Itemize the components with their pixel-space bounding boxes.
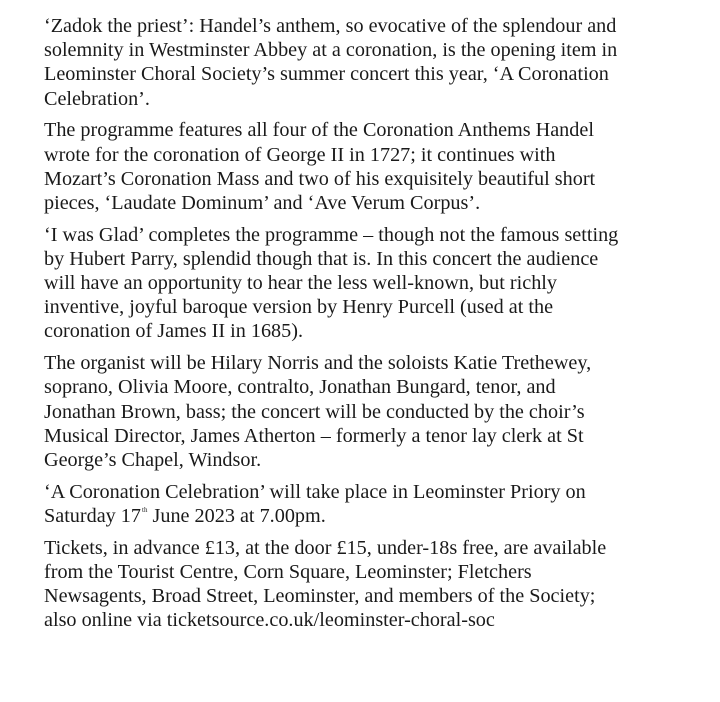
text-line: George’s Chapel, Windsor. xyxy=(44,448,262,471)
paragraph-i-was-glad xyxy=(44,223,704,344)
text-line: from the Tourist Centre, Corn Square, Leominster; Fletchers xyxy=(44,560,532,583)
text-line: Celebration’. xyxy=(44,87,150,110)
text-line: ‘Zadok the priest’: Handel’s anthem, so evocative of the splendour and xyxy=(44,15,617,37)
text-line: Jonathan Brown, bass; the concert will be conducted by the choir’s xyxy=(44,400,585,423)
text-line: by Hubert Parry, splendid though that is. In this concert the audience xyxy=(44,247,599,270)
text-line: Tickets, in advance £13, at the door £15, under-18s free, are available xyxy=(44,536,607,559)
text-line: coronation of James II in 1685). xyxy=(44,320,304,343)
text-line: will have an opportunity to hear the less well-known, but richly xyxy=(44,272,557,295)
text-line: ‘I was Glad’ completes the programme – though not the famous setting xyxy=(44,223,619,246)
text-line: The programme features all four of the Coronation Anthems Handel xyxy=(44,119,594,142)
text-line: also online via ticketsource.co.uk/leominster-choral-soc xyxy=(44,609,495,632)
text-line: Newsagents, Broad Street, Leominster, and members of the Society; xyxy=(44,584,596,607)
paragraph-venue-date xyxy=(44,480,704,528)
text-line: soprano, Olivia Moore, contralto, Jonathan Bungard, tenor, and xyxy=(44,376,556,399)
ordinal-suffix: th xyxy=(142,505,148,514)
text-line: The organist will be Hilary Norris and the soloists Katie Trethewey, xyxy=(44,352,592,375)
date-text-before: Saturday 17 xyxy=(44,504,141,527)
paragraph-performers xyxy=(44,351,704,472)
paragraph-zadok-intro xyxy=(44,14,704,111)
text-line: Musical Director, James Atherton – formerly a tenor lay clerk at St xyxy=(44,424,584,447)
text-line: solemnity in Westminster Abbey at a coronation, is the opening item in xyxy=(44,39,618,62)
text-line: Leominster Choral Society’s summer concert this year, ‘A Coronation xyxy=(44,63,609,86)
paragraph-programme xyxy=(44,118,704,215)
date-line xyxy=(44,504,704,528)
text-line: pieces, ‘Laudate Dominum’ and ‘Ave Verum Corpus’. xyxy=(44,191,481,214)
text-line: Mozart’s Coronation Mass and two of his exquisitely beautiful short xyxy=(44,167,596,190)
paragraph-tickets xyxy=(44,536,704,633)
article-text xyxy=(44,14,704,640)
date-text-after: June 2023 at 7.00pm. xyxy=(147,504,326,527)
text-line: ‘A Coronation Celebration’ will take place in Leominster Priory on xyxy=(44,480,586,503)
text-line: inventive, joyful baroque version by Henry Purcell (used at the xyxy=(44,296,554,319)
text-line: wrote for the coronation of George II in 1727; it continues with xyxy=(44,143,556,166)
